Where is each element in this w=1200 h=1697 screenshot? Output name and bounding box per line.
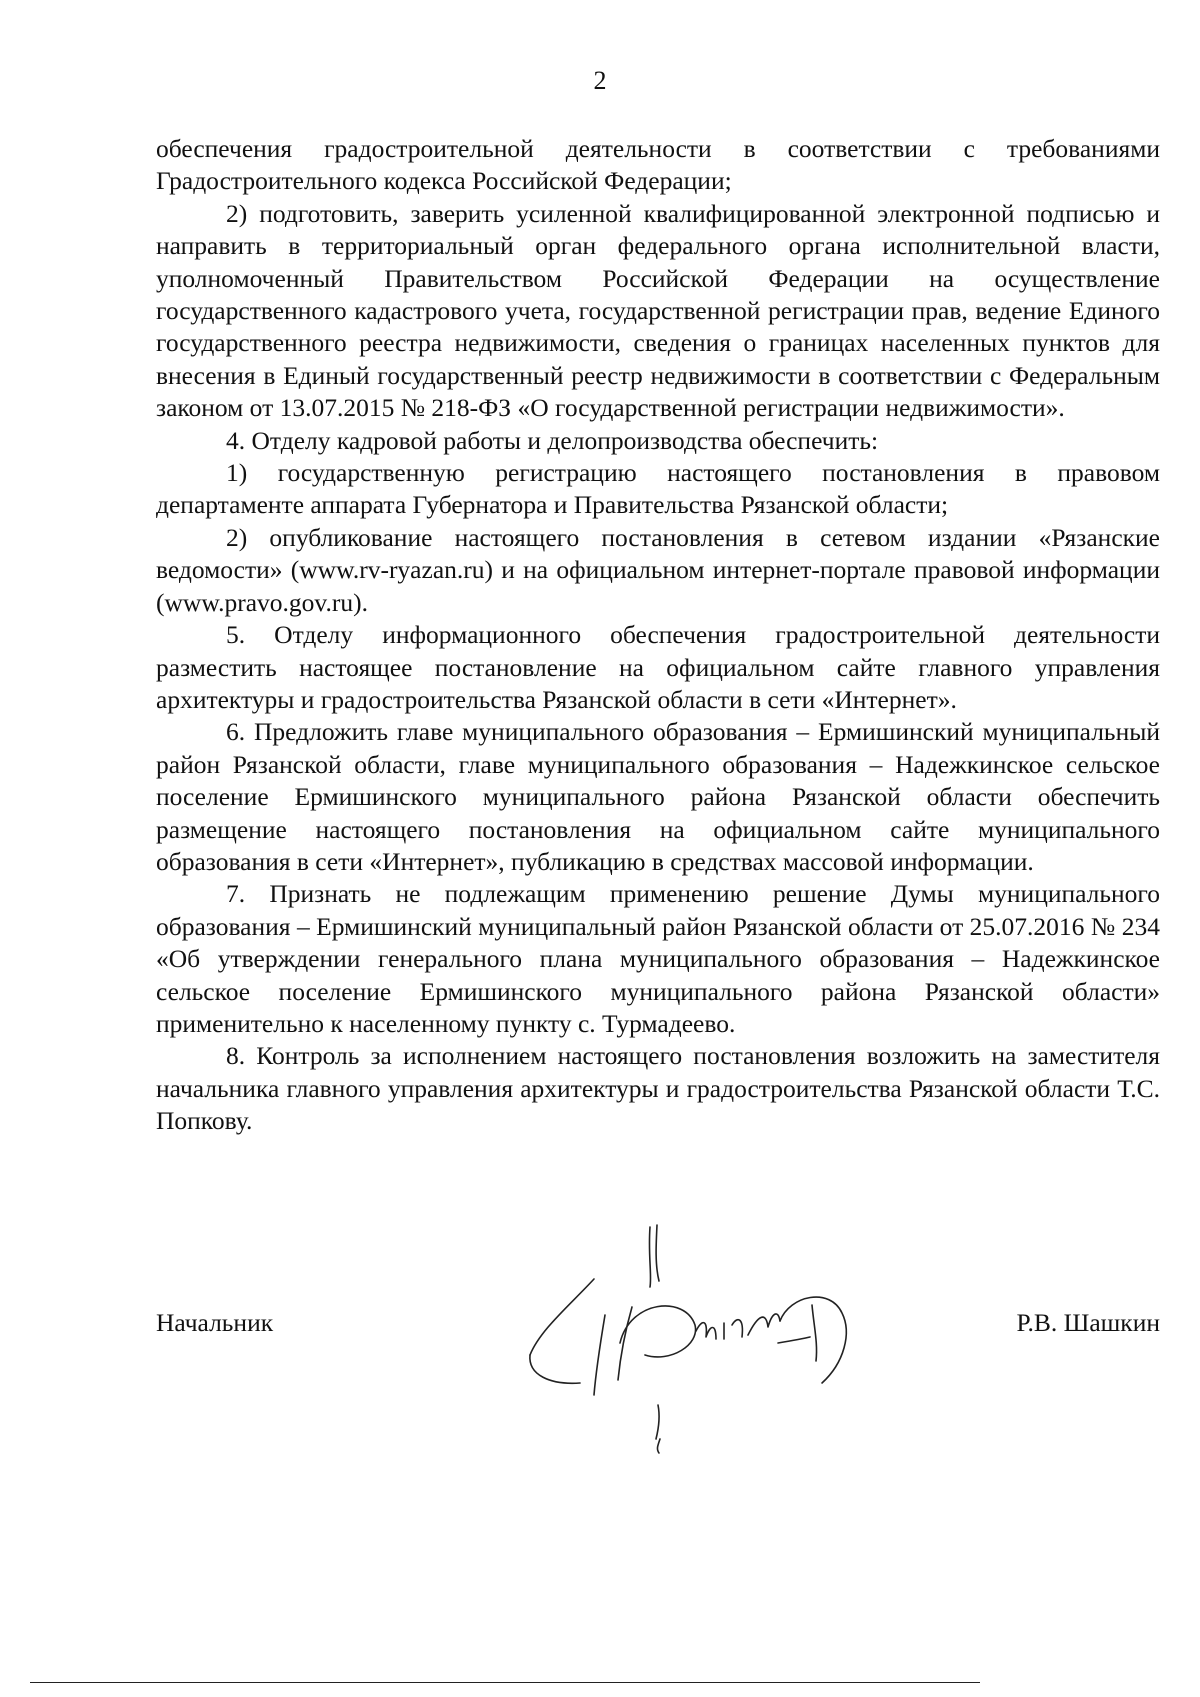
signatory-title: Начальник [156,1308,274,1337]
signatory-name: Р.В. Шашкин [1016,1308,1160,1337]
page-number: 2 [593,66,607,95]
paragraph-continuation: обеспечения градостроительной деятельности в соответствии с требованиями Градостроительного кодекса Российской Федерации; [156,134,1160,196]
paragraph-item-6: 6. Предложить главе муниципального образования – Ермишинский муниципальный район Рязанской области, главе муниципального образования – Надежкинское сельское поселение Ермишинского муниципального района Рязанской области обеспечить размещение настоящего постановления на официальном сайте муниципального образования в сети «Интернет», публикацию в средствах массовой информации. [156,717,1160,876]
document-body [156,133,1160,1138]
paragraph-item-5: 5. Отделу информационного обеспечения градостроительной деятельности разместить настоящее постановление на официальном сайте главного управления архитектуры и градостроительства Рязанской области в сети «Интернет». [156,620,1160,714]
paragraph-item-8: 8. Контроль за исполнением настоящего постановления возложить на заместителя начальника главного управления архитектуры и градостроительства Рязанской области Т.С. Попкову. [156,1041,1160,1136]
paragraph-item-3-2: 2) подготовить, заверить усиленной квалифицированной электронной подписью и направить в территориальный орган федерального органа исполнительной власти, уполномоченный Правительством Российской Федерации на осуществление государственного кадастрового учета, государственной регистрации прав, ведение Единого государственного реестра недвижимости, сведения о границах населенных пунктов для внесения в Единый государственный реестр недвижимости в соответствии с Федеральным законом от 13.07.2015 № 218-ФЗ «О государственной регистрации недвижимости». [156,198,1160,423]
paragraph-item-7: 7. Признать не подлежащим применению решение Думы муниципального образования – Ермишинский муниципальный район Рязанской области от 25.07.2016 № 234 «Об утверждении генерального плана муниципального образования – Надежкинское сельское поселение Ермишинского муниципального района Рязанской области» применительно к населенному пункту с. Турмадеево. [156,879,1160,1038]
paragraph-item-4-1: 1) государственную регистрацию настоящего постановления в правовом департаменте аппарата Губернатора и Правительства Рязанской области; [156,458,1160,520]
handwritten-signature [510,1215,880,1465]
paragraph-item-4-2: 2) опубликование настоящего постановления в сетевом издании «Рязанские ведомости» (www.rv-ryazan.ru) и на официальном интернет-портале правовой информации (www.pravo.gov.ru). [156,522,1160,617]
footer-divider [30,1682,980,1683]
paragraph-item-4: 4. Отделу кадровой работы и делопроизводства обеспечить: [226,425,879,455]
